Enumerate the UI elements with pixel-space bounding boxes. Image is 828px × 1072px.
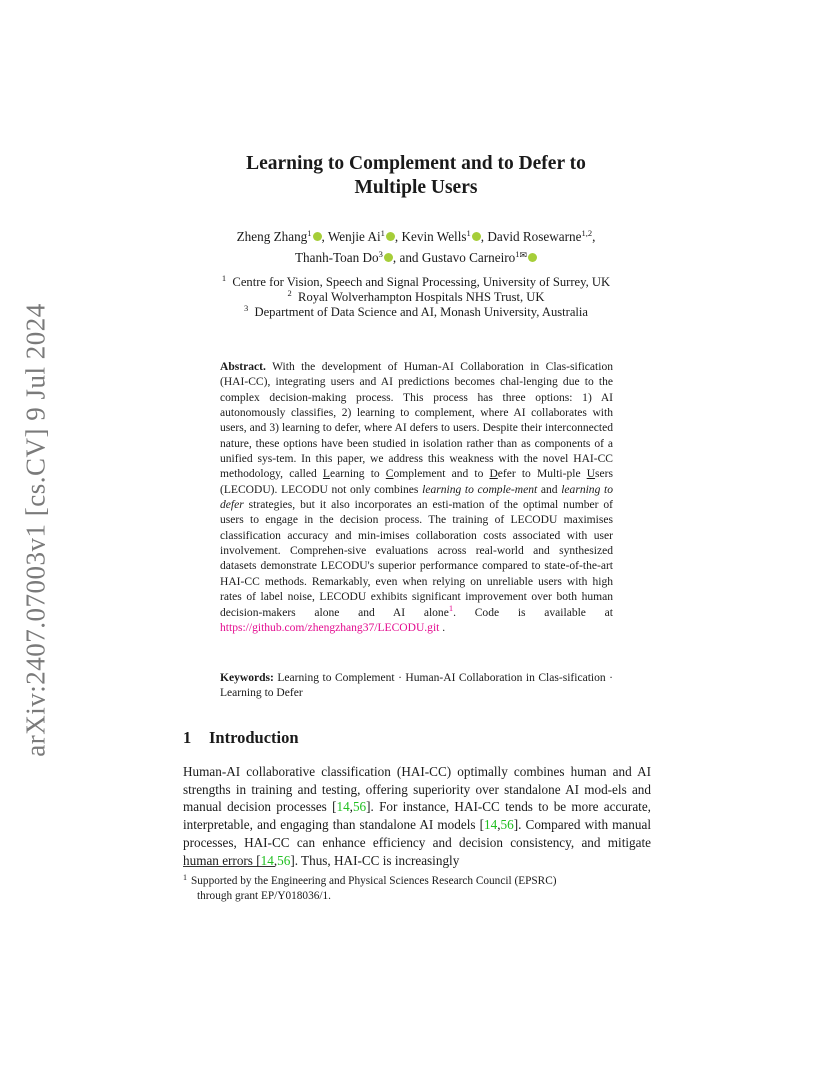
acronym-letter: C [385,468,394,481]
orcid-icon[interactable] [528,253,537,262]
arxiv-sidebar-stamp [8,300,64,760]
footnote-mark: 1 [183,873,187,882]
affiliation-text: Royal Wolverhampton Hospitals NHS Trust, UK [298,290,545,304]
body-text: ]. For instance, HAI-CC tends to be more accurate, interpretable, and engaging than standalone AI models [ [183,799,651,833]
citation-link[interactable]: 56 [500,817,514,833]
acronym-letter: D [489,468,498,481]
author-affiliation-mark: 3 [378,249,383,259]
affiliation-text: Centre for Vision, Speech and Signal Processing, University of Surrey, UK [232,275,611,289]
abstract-text: With the development of Human-AI Collaboration in Clas-sification (HAI-CC), integrating users and AI predictions becomes chal-lenging due to the complex decision-making process. This process has three options: 1) AI autonomously classifies, 2) learning to complement, where AI collaborates with users, and 3) learning to defer, where AI defers to users. Despite their interconnected nature, these options have been studied in isolation rather than as components of a unified sys-tem. In this paper, we address this weakness with the novel HAI-CC methodology, called [220,361,613,481]
footnote-rule [183,866,275,867]
author-separator: , [480,229,485,244]
author-name: Zheng Zhang [236,229,308,244]
abstract-text: omplement and to [393,468,490,481]
body-text: Human-AI collaborative classification (HAI-CC) optimally combines human and AI strengths in training and testing, offering superiority over standalone AI mod-els and manual decision processes [ [183,764,651,815]
author-line-2 [150,246,682,267]
author-list [150,228,682,267]
author-affiliation-mark: 1,2 [581,228,593,238]
author-affiliation-mark: 1 [380,228,385,238]
emphasis-term: learning to defer [220,483,613,512]
author-name: Kevin Wells [401,229,467,244]
author-name: David Rosewarne [487,229,582,244]
abstract-text: and [540,483,558,496]
author-line-1 [150,228,682,246]
citation-link[interactable]: 56 [352,799,367,815]
author-affiliation-mark: 1 [307,228,312,238]
footnote-text: Supported by the Engineering and Physical Sciences Research Council (EPSRC) [191,875,557,887]
paper-title [150,152,682,200]
citation-link[interactable]: 56 [277,852,291,868]
citation-link[interactable]: 14 [484,817,498,833]
author-separator: , [592,229,596,244]
body-text: ]. Thus, HAI-CC is increasingly [290,852,460,868]
abstract-text: sers (LECODU). LECODU not only combines [220,468,613,496]
author-name: Thanh-Toan Do [294,250,379,265]
acronym-letter: L [322,468,330,481]
footnote-continuation: through grant EP/Y018036/1. [197,890,331,902]
affiliation-list [150,275,682,320]
abstract-label: Abstract. [220,361,266,373]
abstract-text: . [442,621,446,634]
affiliation [150,305,682,320]
footnote-reference-link[interactable]: 1 [448,602,454,613]
title-line-1: Learning to Complement and to Defer to [246,153,586,174]
citation-link[interactable]: 14 [336,799,350,815]
abstract-text: strategies, but it also incorporates an esti-mation of the optimal number of users to engage in the decision process. The training of LECODU maximises classification accuracy and min-imises collaboration costs associated with user involvement. Comprehen-sive evaluations across real-world and synthesized datasets demonstrate LECODU's superior performance compared to state-of-the-art HAI-CC methods. Remarkably, even when relying on unreliable users with high rates of label noise, LECODU exhibits significant improvement over both human decision-makers alone and AI alone [220,499,613,619]
section-heading [183,728,299,748]
abstract-text: . Code is available at [453,606,613,619]
abstract-text: earning to [329,468,386,481]
affiliation [150,275,682,290]
affiliation-mark: 2 [287,288,292,298]
affiliation-mark: 1 [221,273,227,283]
author-affiliation-mark: 1 [466,228,471,238]
orcid-icon[interactable] [472,232,481,241]
author-name: Gustavo Carneiro [421,250,516,265]
abstract-text: efer to Multi-ple [497,468,587,481]
author-separator: , [321,229,325,244]
code-repository-link[interactable]: https://github.com/zhengzhang37/LECODU.git [220,621,440,634]
section-title: Introduction [209,728,299,747]
arxiv-identifier: arXiv:2407.07003v1 [cs.CV] 9 Jul 2024 [20,303,51,757]
author-name: Wenjie Ai [327,229,381,244]
citation-link[interactable]: 14 [260,852,274,868]
section-number: 1 [183,728,192,747]
keywords-text: Learning to Complement · Human-AI Collaboration in Clas-sification · Learning to Defer [220,672,614,700]
keywords [220,671,613,702]
footnote-line [183,870,651,889]
keywords-label: Keywords: [220,672,274,684]
orcid-icon[interactable] [384,253,393,262]
affiliation [150,290,682,305]
introduction-paragraph: Human-AI collaborative classification (HAI-CC) optimally combines human and AI strengths in training and testing, offering superiority over standalone AI mod-els and manual decision processes [14,56]. For instance, HAI-CC tends to be more accurate, interpretable, and engaging than standalone AI models [14,56]. Compared with manual processes, HAI-CC can enhance efficiency and decision consistency, and mitigate human errors [14,56]. Thus, HAI-CC is increasingly [183,764,651,868]
footnote [183,870,651,904]
author-separator: , [394,229,399,244]
author-separator: , and [392,250,419,265]
body-text: ]. Compared with manual processes, HAI-CC can enhance efficiency and decision consistency, and mitigate human errors [ [183,817,651,868]
orcid-icon[interactable] [386,232,395,241]
author-affiliation-mark: 1 [515,249,520,259]
title-line-2: Multiple Users [354,177,478,198]
emphasis-term: learning to comple-ment [422,483,538,496]
orcid-icon[interactable] [313,232,322,241]
affiliation-text: Department of Data Science and AI, Monash University, Australia [254,305,589,319]
envelope-icon[interactable]: ✉ [519,250,528,260]
abstract [220,360,613,636]
acronym-letter: U [586,468,596,481]
affiliation-mark: 3 [243,303,249,313]
